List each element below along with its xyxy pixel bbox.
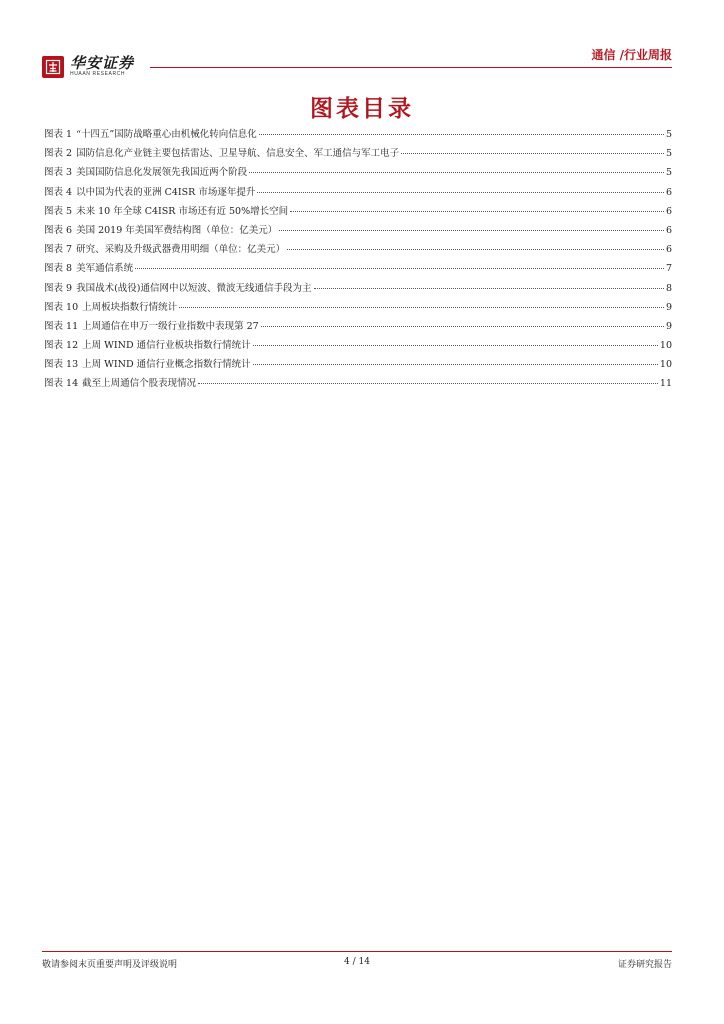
toc-entry[interactable] (44, 222, 672, 241)
toc-entry[interactable] (44, 164, 672, 183)
toc-entry-page: 9 (665, 301, 672, 313)
toc-dot-leader (249, 172, 664, 173)
company-logo (42, 55, 134, 78)
header-divider (150, 67, 672, 68)
toc-entry-title: “十四五”国防战略重心由机械化转向信息化 (76, 129, 257, 140)
toc-entry-page: 10 (659, 340, 672, 352)
toc-entry-label: 图表 2 (44, 148, 73, 160)
toc-entry-label: 图表 10 (44, 301, 79, 313)
toc-entry[interactable] (44, 203, 672, 222)
toc-entry[interactable] (44, 126, 672, 145)
page-footer (42, 957, 672, 971)
toc-entry-page: 5 (665, 129, 672, 140)
toc-entry-label: 图表 1 (44, 129, 73, 140)
toc-entry-label: 图表 5 (44, 205, 73, 217)
toc-entry-label: 图表 12 (44, 340, 79, 352)
toc-entry-page: 6 (665, 186, 672, 198)
toc-dot-leader (314, 288, 664, 289)
footer-divider (42, 951, 672, 952)
toc-dot-leader (261, 326, 664, 327)
toc-dot-leader (135, 268, 664, 269)
toc-entry-page: 6 (665, 205, 672, 217)
page-header (0, 0, 724, 90)
toc-entry[interactable] (44, 318, 672, 337)
toc-entry-title: 美国 2019 年美国军费结构图（单位：亿美元） (76, 224, 278, 236)
toc-entry-label: 图表 6 (44, 224, 73, 236)
toc-dot-leader (179, 307, 664, 308)
toc-dot-leader (259, 134, 664, 135)
toc-entry-page: 7 (665, 263, 672, 275)
toc-entry[interactable] (44, 145, 672, 164)
toc-entry-page: 8 (665, 282, 672, 294)
toc-entry-title: 美国国防信息化发展领先我国近两个阶段 (76, 167, 248, 179)
toc-entry[interactable] (44, 337, 672, 356)
toc-entry-title: 上周 WIND 通信行业概念指数行情统计 (82, 359, 251, 371)
toc-entry-title: 上周 WIND 通信行业板块指数行情统计 (82, 340, 251, 352)
toc-dot-leader (290, 211, 664, 212)
toc-entry-title: 我国战术(战役)通信网中以短波、微波无线通信手段为主 (76, 282, 312, 294)
table-of-figures (44, 126, 672, 395)
toc-dot-leader (279, 230, 664, 231)
toc-entry[interactable] (44, 375, 672, 394)
footer-report-type: 证券研究报告 (617, 960, 672, 970)
footer-disclaimer: 敬请参阅末页重要声明及评级说明 (42, 960, 178, 970)
toc-entry-label: 图表 9 (44, 282, 73, 294)
toc-entry[interactable] (44, 241, 672, 260)
footer-page-number: 4 / 14 (344, 957, 370, 967)
toc-entry[interactable] (44, 260, 672, 279)
toc-dot-leader (253, 364, 658, 365)
toc-entry-title: 美军通信系统 (76, 263, 134, 275)
toc-entry-label: 图表 4 (44, 186, 73, 198)
toc-entry-page: 5 (665, 167, 672, 179)
toc-entry-label: 图表 7 (44, 244, 73, 256)
toc-entry-title: 以中国为代表的亚洲 C4ISR 市场逐年提升 (76, 186, 256, 198)
toc-entry-label: 图表 8 (44, 263, 73, 275)
toc-entry-title: 未来 10 年全球 C4ISR 市场还有近 50%增长空间 (76, 205, 289, 217)
toc-dot-leader (253, 345, 658, 346)
toc-entry-page: 10 (659, 359, 672, 371)
toc-entry-page: 6 (665, 224, 672, 236)
toc-entry-label: 图表 13 (44, 359, 79, 371)
toc-dot-leader (401, 153, 664, 154)
toc-dot-leader (257, 192, 664, 193)
toc-entry[interactable] (44, 280, 672, 299)
toc-entry-title: 上周板块指数行情统计 (82, 301, 178, 313)
toc-entry-title: 截至上周通信个股表现情况 (82, 378, 197, 390)
toc-entry-page: 9 (665, 320, 672, 332)
report-category: 通信 /行业周报 (591, 48, 672, 62)
seal-icon (42, 56, 64, 78)
toc-entry-page: 11 (659, 378, 672, 390)
toc-entry[interactable] (44, 356, 672, 375)
toc-entry[interactable] (44, 184, 672, 203)
toc-entry-page: 5 (665, 148, 672, 160)
toc-entry-page: 6 (665, 244, 672, 256)
toc-entry-label: 图表 3 (44, 167, 73, 179)
toc-entry-title: 国防信息化产业链主要包括雷达、卫星导航、信息安全、军工通信与军工电子 (76, 148, 400, 160)
toc-entry-label: 图表 11 (44, 320, 79, 332)
toc-entry-title: 上周通信在申万一级行业指数中表现第 27 (82, 320, 259, 332)
toc-entry-label: 图表 14 (44, 378, 79, 390)
logo-english-name: HUAAN RESEARCH (70, 71, 126, 77)
toc-dot-leader (198, 383, 658, 384)
page-title: 图表目录 (310, 96, 414, 122)
toc-dot-leader (287, 249, 664, 250)
toc-entry[interactable] (44, 299, 672, 318)
logo-chinese-name: 华安证券 (70, 54, 135, 72)
toc-entry-title: 研究、采购及升级武器费用明细（单位：亿美元） (76, 244, 286, 256)
